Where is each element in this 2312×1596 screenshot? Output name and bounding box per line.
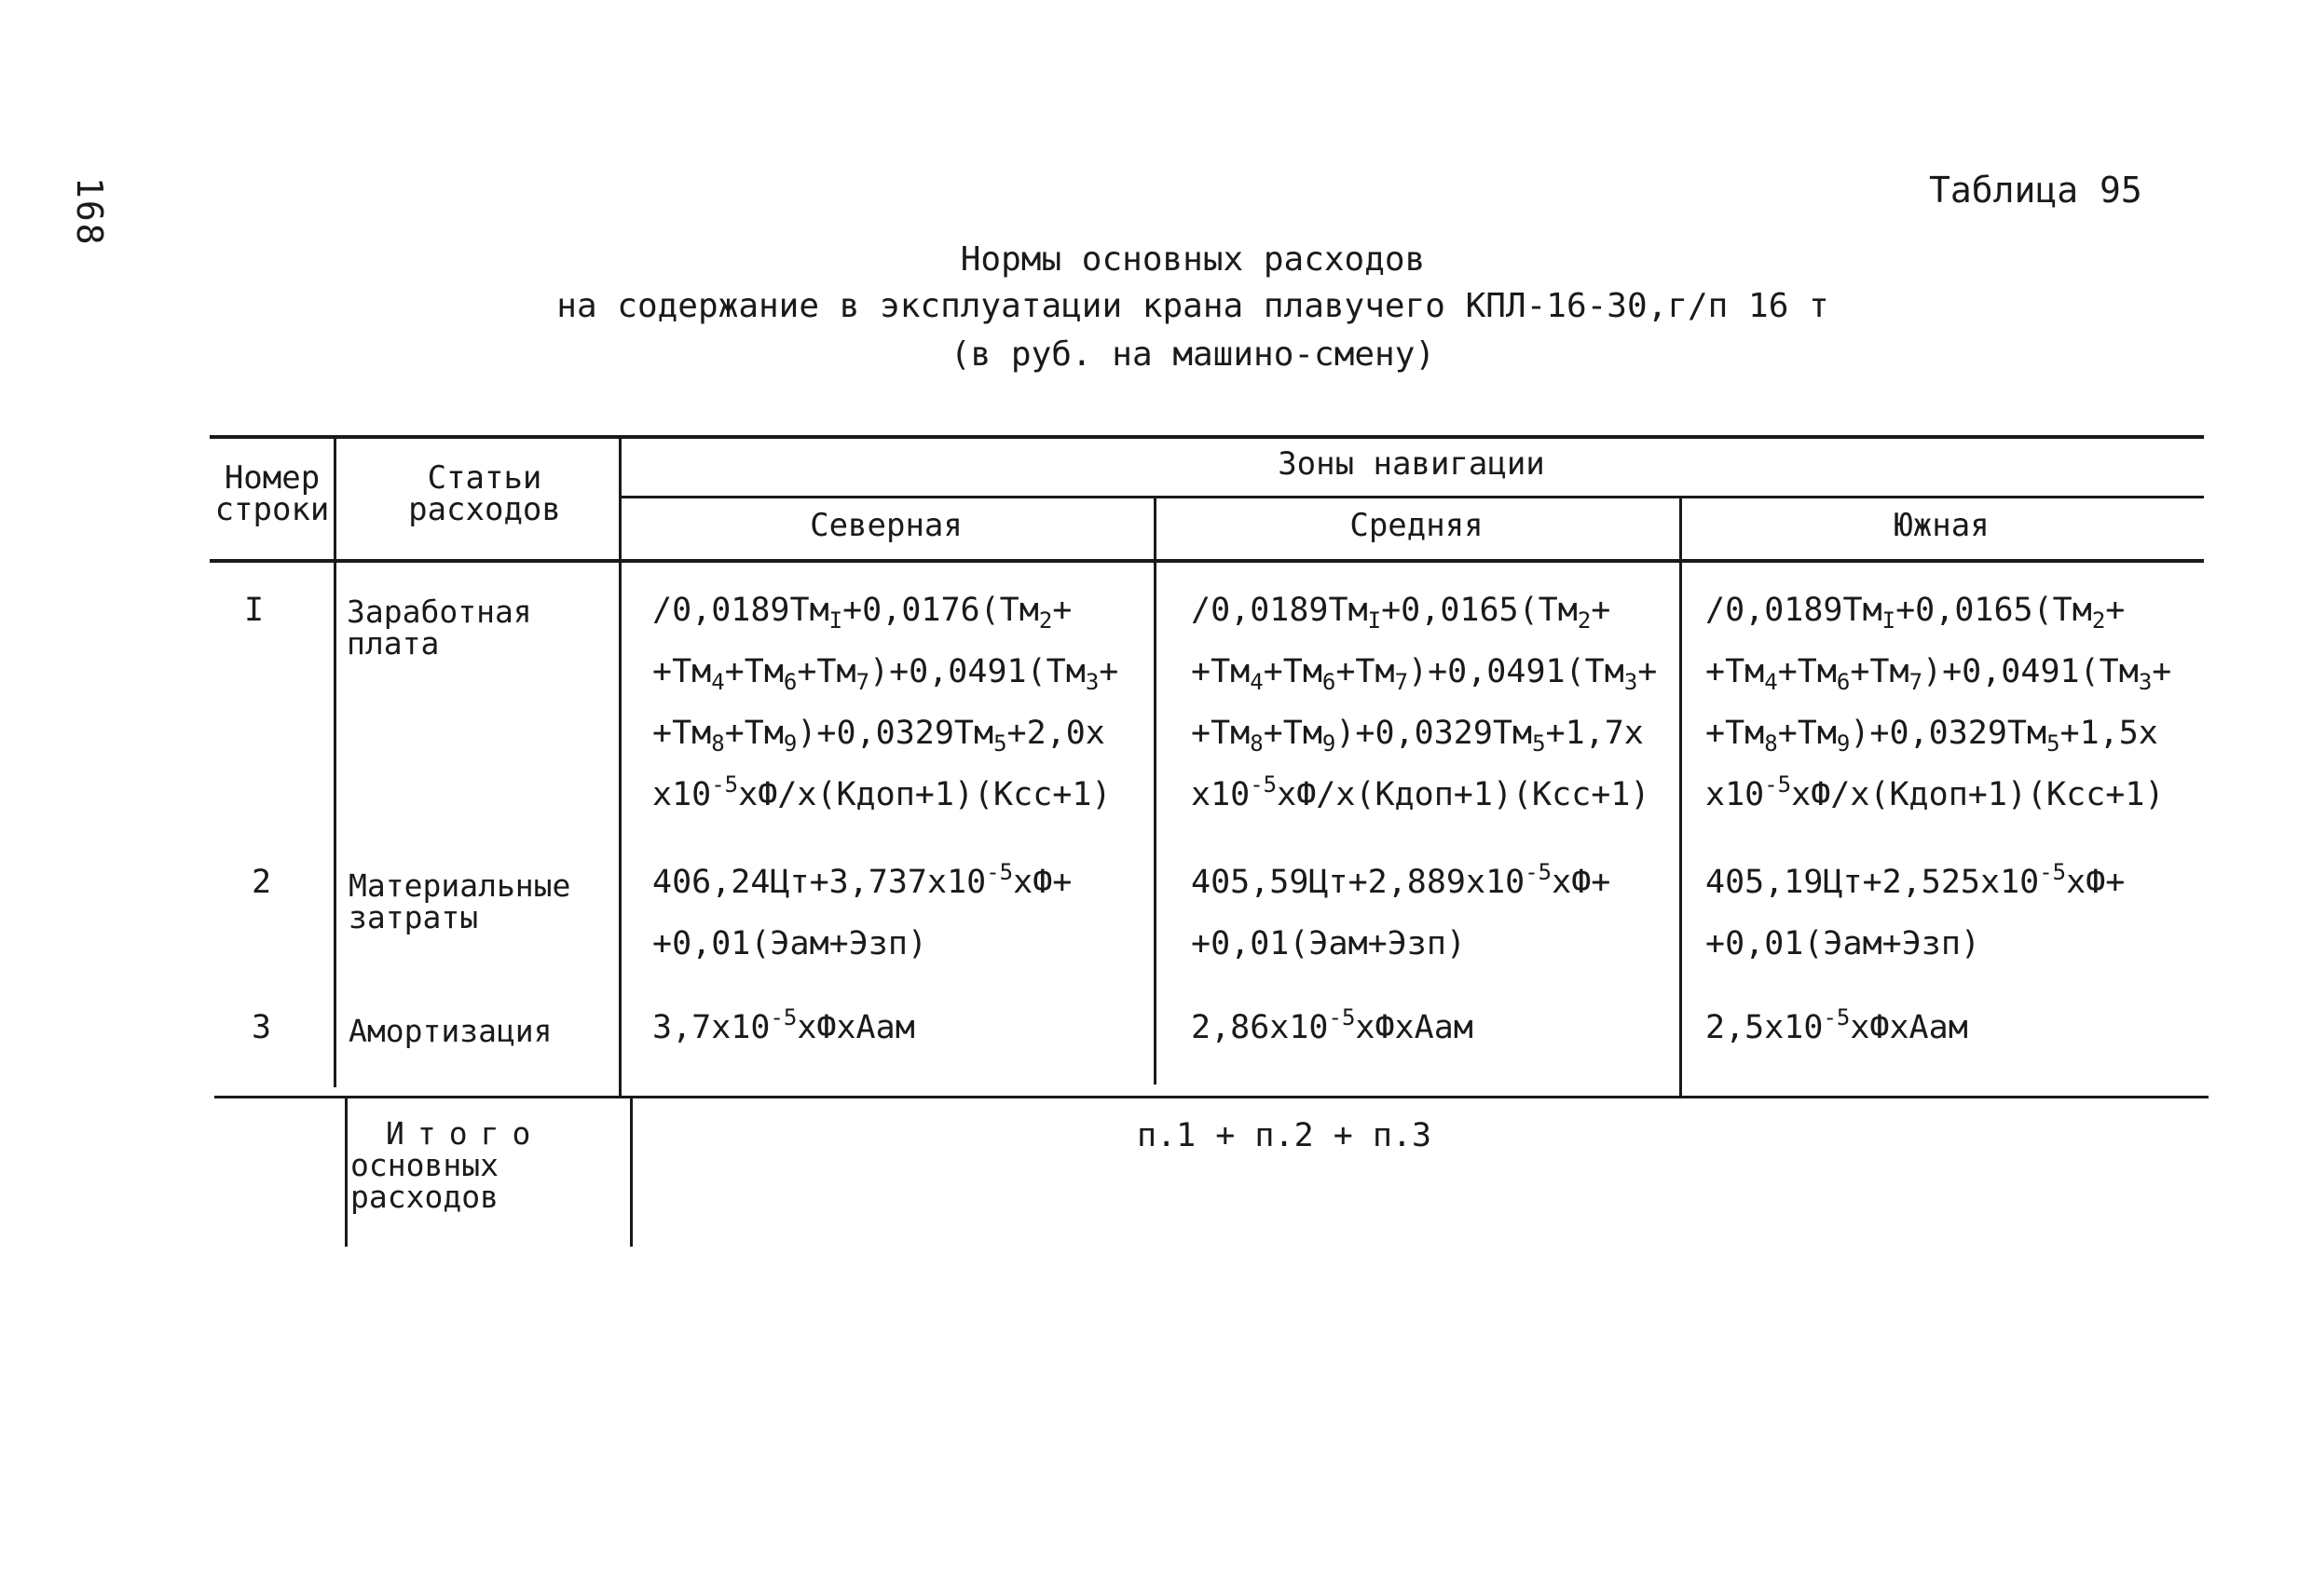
row-number-1: I — [244, 592, 265, 629]
header-bottom-rule — [210, 559, 2204, 563]
article-materials: Материальные затраты — [349, 867, 571, 935]
row-number-2: 2 — [252, 864, 272, 901]
formula-amortization-south: $2,5х10^{-5}хФхАам$ — [1705, 1004, 1968, 1046]
column-divider-4 — [1679, 498, 1682, 1098]
column-divider-1-total — [345, 1098, 348, 1247]
header-articles: Статьи расходов — [408, 459, 561, 528]
total-label: Итого основных расходов — [350, 1115, 544, 1215]
formula-salary-south: $/0,0189Тм_I+0,0165(Тм_2+$ $+Тм_4+Тм_6+Тм_7)+0,0491(Тм_3+$ $+Тм_8+Тм_9)+0,0329Тм_5+1,5х$ $х10^{-5}хФ/х(Кдоп+1)(Ксс+1)$ — [1705, 592, 2172, 813]
header-zone-north: Северная — [810, 507, 963, 544]
table-number: Таблица 95 — [1929, 170, 2142, 211]
table-title-line-2: на содержание в эксплуатации крана плавучего КПЛ-16-30,г/п 16 т — [556, 287, 1829, 325]
formula-salary-north: $/0,0189Тм_I+0,0176(Тм_2+$ $+Тм_4+Тм_6+Тм_7)+0,0491(Тм_3+$ $+Тм_8+Тм_9)+0,0329Тм_5+2,0х$ $х10^{-5}хФ/х(Кдоп+1)(Ксс+1)$ — [652, 592, 1119, 813]
header-zone-south: Южная — [1894, 507, 1990, 544]
formula-amortization-middle: $2,86х10^{-5}хФхАам$ — [1191, 1004, 1473, 1046]
formula-salary-middle: $/0,0189Тм_I+0,0165(Тм_2+$ $+Тм_4+Тм_6+Тм_7)+0,0491(Тм_3+$ $+Тм_8+Тм_9)+0,0329Тм_5+1,7х$ $х10^{-5}хФ/х(Кдоп+1)(Ксс+1)$ — [1191, 592, 1658, 813]
table-top-rule — [210, 435, 2204, 439]
zones-underline — [619, 496, 2204, 498]
row-number-3: 3 — [252, 1009, 272, 1046]
body-bottom-rule — [214, 1096, 2209, 1098]
formula-amortization-north: $3,7х10^{-5}хФхАам$ — [652, 1004, 915, 1046]
table-title-line-3: (в руб. на машино-смену) — [950, 335, 1436, 374]
header-row-number: Номер строки — [214, 459, 330, 528]
formula-materials-south: $405,19Цт+2,525х10^{-5}хФ+$ +0,01(Эам+Эзп) — [1705, 859, 2126, 962]
header-zone-middle: Средняя — [1349, 507, 1484, 544]
page-number: 168 — [69, 177, 110, 247]
article-salary: Заработная плата — [347, 593, 532, 662]
column-divider-1 — [334, 435, 336, 1087]
header-navigation-zones: Зоны навигации — [1278, 445, 1545, 483]
column-divider-2-total — [630, 1098, 633, 1247]
article-amortization: Амортизация — [349, 1013, 553, 1049]
table-title-line-1: Нормы основных расходов — [960, 240, 1426, 279]
total-formula: п.1 + п.2 + п.3 — [1137, 1117, 1432, 1154]
formula-materials-middle: $405,59Цт+2,889х10^{-5}хФ+$ +0,01(Эам+Эзп) — [1191, 859, 1611, 962]
formula-materials-north: $406,24Цт+3,737х10^{-5}хФ+$ +0,01(Эам+Эзп) — [652, 859, 1073, 962]
column-divider-3 — [1154, 498, 1156, 1084]
